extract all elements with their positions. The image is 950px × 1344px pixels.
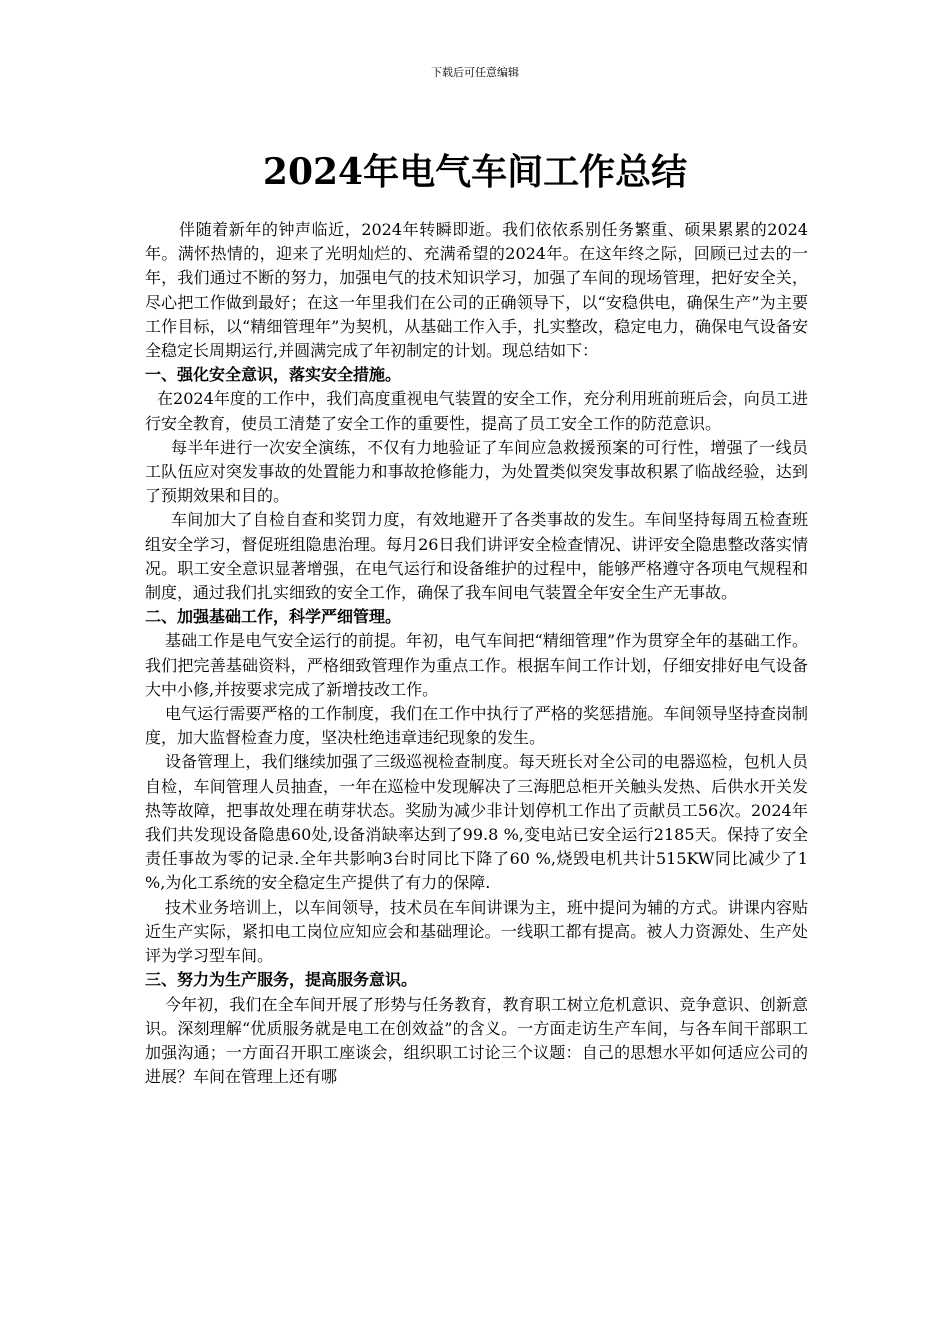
- document-body: [145, 218, 808, 1089]
- intro-paragraph: 伴随着新年的钟声临近，2024年转瞬即逝。我们依依系别任务繁重、硕果累累的2024年。满怀热情的，迎来了光明灿烂的、充满希望的2024年。在这年终之际，回顾已过去的一年，我们通过不断的努力，加强电气的技术知识学习，加强了车间的现场管理，把好安全关，尽心把工作做到最好；在这一年里我们在公司的正确领导下，以“安稳供电，确保生产”为主要工作目标，以“精细管理年”为契机，从基础工作入手，扎实整改，稳定电力，确保电气设备安全稳定长周期运行,并圆满完成了年初制定的计划。现总结如下：: [145, 220, 808, 361]
- page-header-note: 下载后可任意编辑: [431, 66, 519, 79]
- section-heading-1: 一、强化安全意识，落实安全措施。: [145, 365, 402, 385]
- section-2-paragraph-2: 电气运行需要严格的工作制度，我们在工作中执行了严格的奖惩措施。车间领导坚持查岗制度，加大监督检查力度，坚决杜绝违章违纪现象的发生。: [145, 704, 808, 748]
- section-2-paragraph-3: 设备管理上，我们继续加强了三级巡视检查制度。每天班长对全公司的电器巡检，包机人员自检，车间管理人员抽查，一年在巡检中发现解决了三海肥总柜开关触头发热、后供水开关发热等故障，把事故处理在萌芽状态。奖励为减少非计划停机工作出了贡献员工56次。2024年我们共发现设备隐患60处,设备消缺率达到了99.8 %,变电站已安全运行2185天。保持了安全责任事故为零的记录.全年共影响3台时同比下降了60 %,烧毁电机共计515KW同比减少了1 %,为化工系统的安全稳定生产提供了有力的保障.: [145, 752, 808, 893]
- section-1-paragraph-3: 车间加大了自检自查和奖罚力度，有效地避开了各类事故的发生。车间坚持每周五检查班组安全学习，督促班组隐患治理。每月26日我们讲评安全检查情况、讲评安全隐患整改落实情况。职工安全意识显著增强，在电气运行和设备维护的过程中，能够严格遵守各项电气规程和制度，通过我们扎实细致的安全工作，确保了我车间电气装置全年安全生产无事故。: [145, 510, 808, 603]
- section-heading-2: 二、加强基础工作，科学严细管理。: [145, 607, 402, 627]
- section-3-paragraph-1: 今年初，我们在全车间开展了形势与任务教育，教育职工树立危机意识、竞争意识、创新意识。深刻理解“优质服务就是电工在创效益”的含义。一方面走访生产车间，与各车间干部职工加强沟通；一方面召开职工座谈会，组织职工讨论三个议题：自己的思想水平如何适应公司的进展？车间在管理上还有哪: [145, 994, 808, 1087]
- section-1-paragraph-1: 在2024年度的工作中，我们高度重视电气装置的安全工作，充分利用班前班后会，向员工进行安全教育，使员工清楚了安全工作的重要性，提高了员工安全工作的防范意识。: [145, 389, 808, 433]
- section-2-paragraph-1: 基础工作是电气安全运行的前提。年初，电气车间把“精细管理”作为贯穿全年的基础工作。我们把完善基础资料，严格细致管理作为重点工作。根据车间工作计划，仔细安排好电气设备大中小修,并按要求完成了新增技改工作。: [145, 631, 808, 699]
- section-2-paragraph-4: 技术业务培训上，以车间领导，技术员在车间讲课为主，班中提问为辅的方式。讲课内容贴近生产实际，紧扣电工岗位应知应会和基础理论。一线职工都有提高。被人力资源处、生产处评为学习型车间。: [145, 897, 808, 966]
- section-heading-3: 三、努力为生产服务，提高服务意识。: [145, 970, 418, 990]
- document-title: 2024年电气车间工作总结: [262, 151, 688, 193]
- section-1-paragraph-2: 每半年进行一次安全演练，不仅有力地验证了车间应急救援预案的可行性，增强了一线员工队伍应对突发事故的处置能力和事故抢修能力，为处置类似突发事故积累了临战经验，达到了预期效果和目的。: [145, 437, 808, 506]
